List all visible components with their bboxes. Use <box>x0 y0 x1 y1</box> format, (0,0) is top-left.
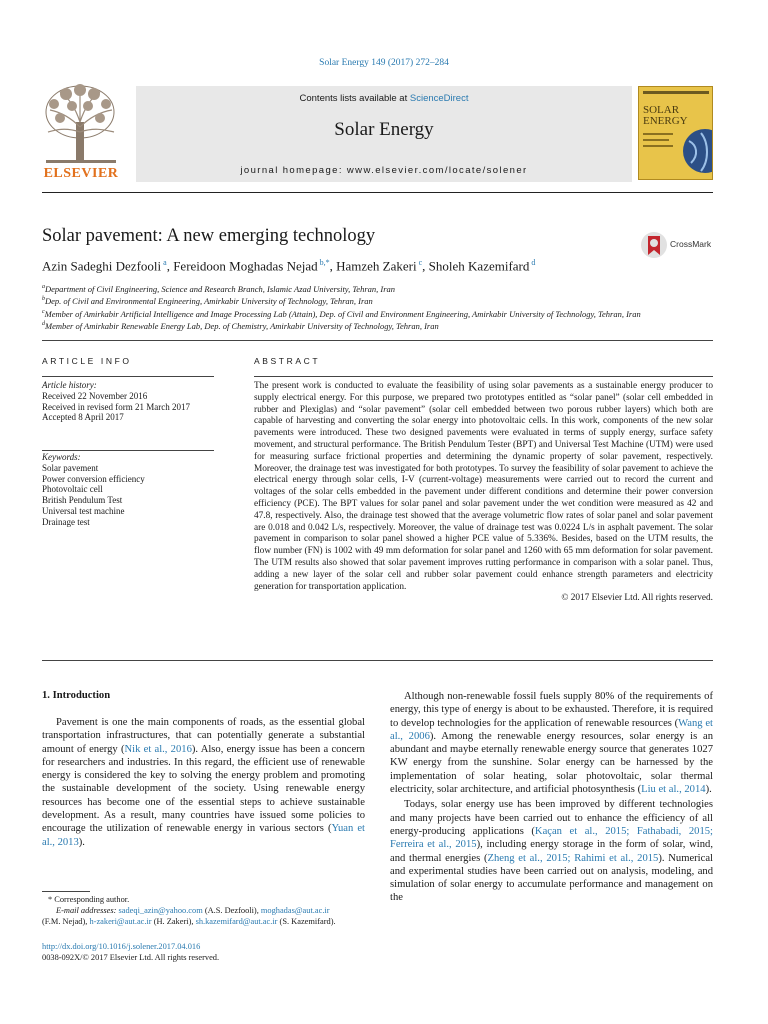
journal-reference-link[interactable]: Solar Energy 149 (2017) 272–284 <box>319 58 449 68</box>
crossmark-icon <box>640 230 668 260</box>
affiliation-text: Member of Amirkabir Artificial Intelligence and Image Processing Lab (Attain), Dep. of Civil and Environment Engineering, Amirkabir University of Technology, Tehran, Iran <box>44 308 641 319</box>
affiliation-item <box>42 294 641 306</box>
text-run: ), including energy storage in the form of solar, wind, and thermal energies ( <box>390 839 713 864</box>
affiliation-marker: a <box>42 284 45 290</box>
cover-title-line2: ENERGY <box>643 115 688 127</box>
contents-line <box>136 93 632 104</box>
issn-line: 0038-092X/© 2017 Elsevier Ltd. All rights reserved. <box>42 953 220 962</box>
text-run: (A.S. Dezfooli), <box>202 905 261 915</box>
affiliation-text: Department of Civil Engineering, Science and Research Branch, Islamic Azad University, Tehran, Iran <box>45 283 396 294</box>
text-run: (H. Zakeri), <box>151 916 196 926</box>
elsevier-tree-icon <box>40 82 122 168</box>
author-separator: , <box>422 258 429 274</box>
intro-paragraph-1 <box>42 716 365 849</box>
affiliation-item <box>42 282 641 294</box>
doi-link[interactable]: http://dx.doi.org/10.1016/j.solener.2017.04.016 <box>42 942 201 951</box>
email-link[interactable]: moghadas@aut.ac.ir <box>260 905 330 915</box>
keywords-label: Keywords: <box>42 452 81 462</box>
header-rule <box>42 192 713 193</box>
author-name[interactable]: Hamzeh Zakeri <box>336 258 417 274</box>
keywords-rule <box>42 450 214 451</box>
affiliation-rule <box>42 340 713 341</box>
citation-link[interactable]: Zheng et al., 2015; Rahimi et al., 2015 <box>487 852 659 864</box>
affiliation-text: Member of Amirkabir Renewable Energy Lab, Dep. of Chemistry, Amirkabir University of Technology, Tehran, Iran <box>45 320 439 331</box>
author-separator: , <box>166 258 174 274</box>
text-run: Corresponding author. <box>54 895 130 904</box>
email-addresses-cont <box>42 917 372 928</box>
text-run: ). Numerical and experimental studies have been carried out on analysis, modeling, and simulation of solar energy to accumulate performance and management on the <box>390 852 713 904</box>
keywords-block <box>42 452 214 528</box>
citation-link[interactable]: Kaçan et al., 2015; Fathabadi, 2015; Ferreira et al., 2015 <box>390 825 713 851</box>
abstract-text: The present work is conducted to evaluate the feasibility of using solar pavements as a sustainable energy producer to supply electrical energy. For this purpose, we prepared two prototypes entitled as “solar panel” (solar cell embedded in rubber and Plexiglas) and “solar pavement” (solar cell embedded between two porous rubber layers) which both are capable of harvesting and converting the solar energy into photovoltaic cells. In this work, components of the new solar pavements were introduced. These two designed pavements were evaluated in terms of supply energy, surface safety movement, and structural performance. The British Pendulum Tester (BPT) and Universal Test Machine (UTM) were used for measuring surface frictional properties and determining the dynamic property of solar pavement, respectively. Moreover, the drainage test was investigated for both prototypes. To survey the feasibility of solar pavement to achieve the electrical energy through solar cells, I-V (current-voltage) measurements were carried out to record the current and voltages of the solar cells embedded in the pavement under different conditions and determine their power conversion efficiency (PCE). The BPT values for solar panel and solar pavement under the wet condition were measured as 42 and 47.8, respectively. Also, the drainage test showed that the average volumetric flow rates of solar panel and solar pavement are 0.018 and 0.042 L/s, respectively. Moreover, the value of drainage test was 0.0224 L/s in asphalt pavement. The solar pavement in comparison to solar panel showed a higher PCE value of 5.336%. Besides, based on the UTM results, the flow number (FN) is 1002 with 49 mm deformation for solar panel and 1260 with 65 mm deformation for solar pavement. The UTM results also showed that solar pavement improves rutting performance in comparison with a solar panel. Thus, adding a new layer of the solar cell and rubber solar pavement could enhance strength parameters and electricity generation for transportation application. <box>254 381 713 592</box>
article-info-heading: ARTICLE INFO <box>42 356 132 366</box>
author-affiliation-marker[interactable]: c <box>416 258 423 267</box>
author-list <box>42 258 535 274</box>
author-name[interactable]: Fereidoon Moghadas Nejad <box>173 258 318 274</box>
keyword-item: British Pendulum Test <box>42 495 123 506</box>
keyword-item: Photovoltaic cell <box>42 484 103 495</box>
text-run: (F.M. Nejad), <box>42 916 90 926</box>
journal-cover-image <box>638 86 713 180</box>
affiliation-item <box>42 319 641 331</box>
abstract-body <box>254 381 713 605</box>
citation-link[interactable]: Wang et al., 2006 <box>390 717 713 742</box>
abstract-bottom-rule <box>42 660 713 661</box>
asterisk-mark: * <box>48 895 55 904</box>
abstract-copyright: © 2017 Elsevier Ltd. All rights reserved. <box>561 593 713 604</box>
citation-link[interactable]: Liu et al., 2014 <box>641 784 706 796</box>
text-run: ). Among the renewable energy resources, solar energy is an abundant and maybe eternally renewable energy source that generates 1027 KW energy from the sunshine. Solar energy can be harnessed by the implementation of solar heating, solar photovoltaic, solar thermal electricity, solar architecture, and artificial photosynthesis ( <box>390 730 713 796</box>
author-affiliation-marker[interactable]: d <box>529 258 536 267</box>
email-link[interactable]: sadeqi_azin@yahoo.com <box>118 905 203 915</box>
history-item: Received in revised form 21 March 2017 <box>42 401 190 412</box>
page-footer <box>42 941 219 963</box>
footnote-rule <box>42 891 90 892</box>
article-title: Solar pavement: A new emerging technology <box>42 226 376 246</box>
article-history <box>42 380 214 423</box>
sciencedirect-link[interactable]: ScienceDirect <box>409 93 469 104</box>
affiliation-list <box>42 282 641 331</box>
affiliation-item <box>42 307 641 319</box>
text-run: Todays, solar energy use has been improved by different technologies and many projects have been carried out to enhance the efficiency of all energy-producing applications ( <box>390 799 713 837</box>
article-history-label: Article history: <box>42 380 97 390</box>
history-item: Received 22 November 2016 <box>42 390 148 401</box>
text-run: ). <box>78 836 85 848</box>
intro-paragraph-3 <box>390 798 713 904</box>
affiliation-marker: c <box>42 308 45 315</box>
journal-homepage-link[interactable]: journal homepage: www.elsevier.com/locate/solener <box>240 165 528 176</box>
keyword-item: Drainage test <box>42 516 90 527</box>
keyword-item: Solar pavement <box>42 462 99 473</box>
cover-title-line1: SOLAR <box>643 104 680 116</box>
section-heading-introduction: 1. Introduction <box>42 690 111 701</box>
affiliation-text: Dep. of Civil and Environmental Engineering, Amirkabir University of Technology, Tehran, Iran <box>45 296 373 307</box>
crossmark-label: CrossMark <box>670 239 712 249</box>
text-run: (S. Kazemifard). <box>277 916 336 926</box>
abstract-heading: ABSTRACT <box>254 356 321 366</box>
author-affiliation-marker[interactable]: b,* <box>317 258 330 267</box>
contents-prefix: Contents lists available at <box>299 93 410 104</box>
corresponding-author-note <box>42 895 372 906</box>
citation-link[interactable]: Yuan et al., 2013 <box>42 823 365 848</box>
author-name[interactable]: Azin Sadeghi Dezfooli <box>42 258 162 274</box>
intro-paragraph-2 <box>390 690 713 796</box>
email-addresses <box>42 906 372 917</box>
email-link[interactable]: sh.kazemifard@aut.ac.ir <box>195 916 278 926</box>
author-separator: , <box>329 258 337 274</box>
crossmark-button[interactable] <box>640 230 730 260</box>
article-info-rule <box>42 376 214 377</box>
text-run: ). <box>705 784 712 796</box>
footnote <box>42 895 372 927</box>
email-link[interactable]: h-zakeri@aut.ac.ir <box>89 916 152 926</box>
keyword-item: Power conversion efficiency <box>42 473 145 484</box>
affiliation-marker: b <box>42 296 45 303</box>
author-affiliation-marker[interactable]: a <box>161 258 167 267</box>
history-item: Accepted 8 April 2017 <box>42 412 124 423</box>
affiliation-marker: d <box>42 320 45 327</box>
author-name[interactable]: Sholeh Kazemifard <box>428 258 530 274</box>
intro-column-2 <box>390 690 713 905</box>
globe-icon <box>679 127 713 177</box>
keyword-item: Universal test machine <box>42 505 125 516</box>
text-run: ). Also, energy issue has been a concern for researchers and industries. In this regard, the efficient use of renewable energy is considered the key to solving the energy problem and promoting the sustainable development of the society. Using renewable energy resources has become one of the essential steps to achieve sustainable development. As a result, many countries have issued some policies to encourage the utilization of renewable energy in various sectors ( <box>42 743 365 835</box>
citation-link[interactable]: Nik et al., 2016 <box>124 743 192 755</box>
journal-name: Solar Energy <box>334 119 434 140</box>
abstract-rule <box>254 376 713 377</box>
elsevier-wordmark: ELSEVIER <box>43 166 119 181</box>
elsevier-logo <box>40 82 122 182</box>
text-run: Although non-renewable fossil fuels supply 80% of the requirements of energy, this type of energy is about to be exhausted. Therefore, it is required to develop technologies for the application of renewable resources ( <box>390 691 713 729</box>
text-run: Pavement is one the main components of roads, as the essential global transportation infrastructures, that can potentially generate a substantial amount of energy ( <box>42 717 365 755</box>
text-run: E-mail addresses: <box>56 905 119 915</box>
